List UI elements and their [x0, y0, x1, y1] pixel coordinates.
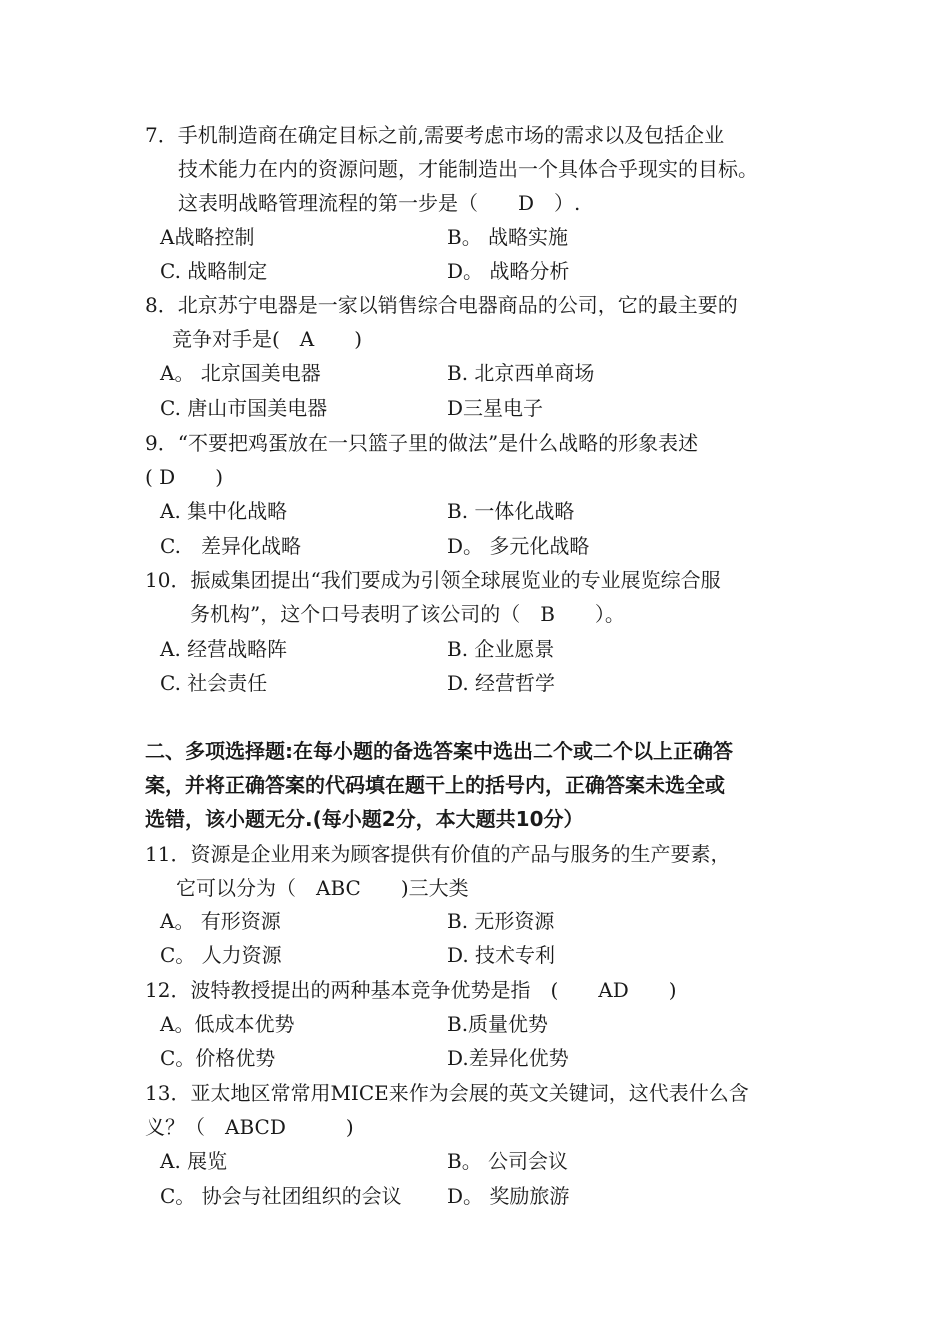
q11-line-1: 11．资源是企业用来为顾客提供有价值的产品与服务的生产要素，: [145, 842, 731, 866]
q7-option-b: B。 战略实施: [447, 225, 569, 249]
q9-option-b: B. 一体化战略: [447, 499, 575, 523]
q8-line-2: 竞争对手是( A ): [172, 327, 363, 351]
q8-option-b: B. 北京西单商场: [447, 361, 595, 385]
q8-option-c: C. 唐山市国美电器: [160, 396, 328, 420]
q9-option-c: C. 差异化战略: [160, 534, 301, 558]
q7-option-d: D。 战略分析: [447, 259, 570, 283]
q7-line-3: 这表明战略管理流程的第一步是（ D ）.: [178, 191, 581, 215]
q8-option-a: A。 北京国美电器: [160, 361, 321, 385]
q12-option-a: A。低成本优势: [160, 1012, 295, 1036]
q13-line-1: 13．亚太地区常常用MICE来作为会展的英文关键词，这代表什么含: [145, 1081, 749, 1105]
q9-option-a: A. 集中化战略: [160, 499, 288, 523]
q11-option-a: A。 有形资源: [160, 909, 281, 933]
q7-line-2: 技术能力在内的资源问题，才能制造出一个具体合乎现实的目标。: [178, 157, 758, 181]
q10-line-2: 务机构”，这个口号表明了该公司的（ B ）。: [190, 602, 625, 626]
q11-option-b: B. 无形资源: [447, 909, 555, 933]
q9-line-1: 9．“不要把鸡蛋放在一只篮子里的做法”是什么战略的形象表述: [145, 431, 699, 455]
q10-option-c: C. 社会责任: [160, 671, 268, 695]
q10-option-d: D. 经营哲学: [447, 671, 556, 695]
q8-option-d: D三星电子: [447, 396, 544, 420]
q10-line-1: 10．振威集团提出“我们要成为引领全球展览业的专业展览综合服: [145, 568, 721, 592]
q12-option-b: B.质量优势: [447, 1012, 549, 1036]
q11-line-2: 它可以分为（ ABC )三大类: [176, 876, 469, 900]
q11-option-d: D. 技术专利: [447, 943, 556, 967]
q13-option-c: C。 协会与社团组织的会议: [160, 1184, 402, 1208]
q10-option-a: A. 经营战略阵: [160, 637, 288, 661]
q12-line-1: 12．波特教授提出的两种基本竞争优势是指 ( AD ): [145, 978, 677, 1002]
q9-line-2: ( D ): [145, 465, 223, 489]
q12-option-d: D.差异化优势: [447, 1046, 569, 1070]
q13-option-a: A. 展览: [160, 1149, 228, 1173]
q7-option-c: C. 战略制定: [160, 259, 268, 283]
q9-option-d: D。 多元化战略: [447, 534, 590, 558]
q11-option-c: C。 人力资源: [160, 943, 282, 967]
q12-option-c: C。价格优势: [160, 1046, 276, 1070]
q13-option-b: B。 公司会议: [447, 1149, 569, 1173]
q13-line-2: 义？（ ABCD ): [145, 1115, 354, 1139]
q7-option-a: A战略控制: [160, 225, 255, 249]
q10-option-b: B. 企业愿景: [447, 637, 555, 661]
q7-line-1: 7．手机制造商在确定目标之前,需要考虑市场的需求以及包括企业: [145, 123, 725, 147]
q13-option-d: D。 奖励旅游: [447, 1184, 570, 1208]
section-2-heading-line-1: 二、多项选择题:在每小题的备选答案中选出二个或二个以上正确答: [145, 739, 733, 763]
section-2-heading-line-2: 案，并将正确答案的代码填在题干上的括号内，正确答案未选全或: [145, 773, 725, 797]
section-2-heading-line-3: 选错，该小题无分.(每小题2分，本大题共10分）: [145, 807, 584, 831]
q8-line-1: 8．北京苏宁电器是一家以销售综合电器商品的公司，它的最主要的: [145, 293, 738, 317]
